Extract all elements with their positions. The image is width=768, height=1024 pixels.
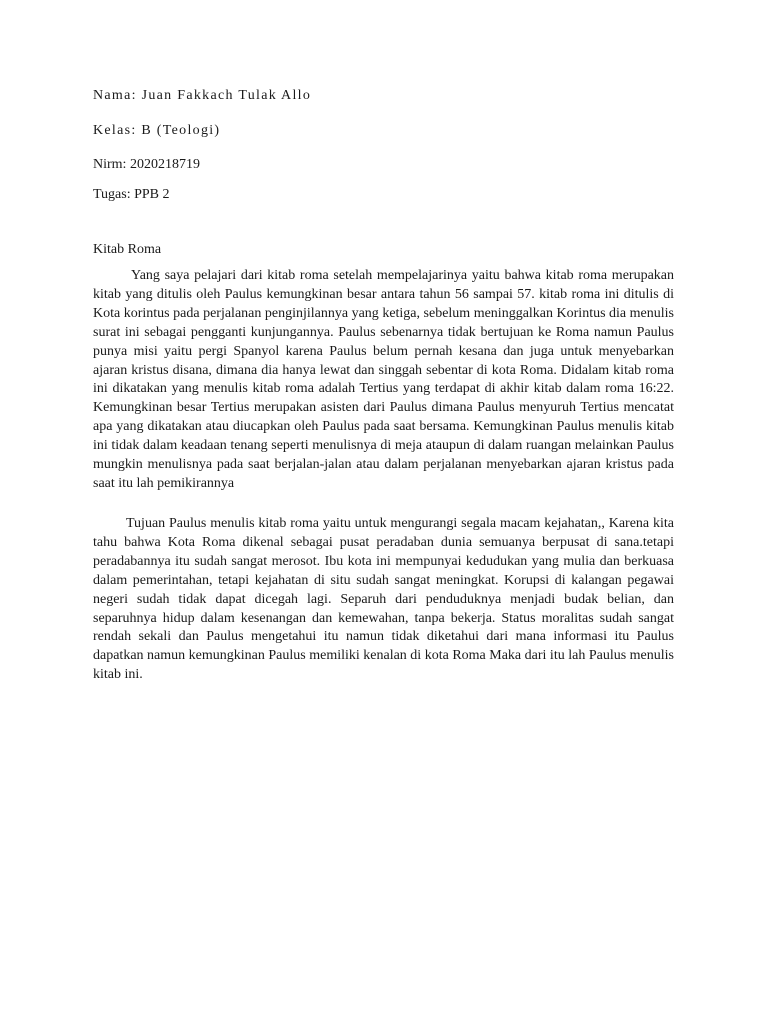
student-nirm-line: Nirm: 2020218719 (93, 157, 200, 172)
body-paragraph-2: Tujuan Paulus menulis kitab roma yaitu untuk mengurangi segala macam kejahatan,, Karena kita tahu bahwa Kota Roma dikenal sebagai pusat peradaban dunia semuanya berpusat di sana.tetapi peradabannya itu sudah sangat merosot. Ibu kota ini mempunyai kedudukan yang mulia dan berkuasa dalam pemerintahan, tetapi kejahatan di situ sudah sangat meningkat. Korupsi di kalangan pegawai negeri sudah tidak dapat dicegah lagi. Separuh dari penduduknya menjadi budak belian, dan separuhnya hidup dalam kesenangan dan kemewahan, tanpa bekerja. Status moralitas sudah sangat rendah sekali dan Paulus mengetahui itu namun tidak diketahui dari mana informasi itu Paulus dapatkan namun kemungkinan Paulus memiliki kenalan di kota Roma Maka dari itu lah Paulus menulis kitab ini. (93, 516, 674, 683)
document-title: Kitab Roma (93, 242, 162, 257)
assignment-line: Tugas: PPB 2 (93, 187, 170, 202)
student-class-line: Kelas: B (Teologi) (93, 123, 221, 138)
student-name-line: Nama: Juan Fakkach Tulak Allo (93, 88, 312, 103)
body-paragraph-1: Yang saya pelajari dari kitab roma setelah mempelajarinya yaitu bahwa kitab roma merupakan kitab yang ditulis oleh Paulus kemungkinan besar antara tahun 56 sampai 57. kitab roma ini ditulis di Kota korintus pada perjalanan penginjilannya yang ketiga, sebelum meninggalkan Korintus dia menulis surat ini sebagai pengganti kunjungannya. Paulus sebenarnya tidak bertujuan ke Roma namun Paulus punya misi yaitu pergi Spanyol karena Paulus belum pernah kesana dan juga untuk menyebarkan ajaran kristus disana, dimana dia hanya lewat dan singgah sebentar di kota Roma. Didalam kitab roma ini dikatakan yang menulis kitab roma adalah Tertius yang terdapat di akhir kitab dalam roma 16:22. Kemungkinan besar Tertius merupakan asisten dari Paulus dimana Paulus menyuruh Tertius mencatat apa yang dikatakan atau diucapkan oleh Paulus pada saat bersama. Kemungkinan Paulus menulis kitab ini tidak dalam keadaan tenang seperti menulisnya di meja ataupun di dalam ruangan melainkan Paulus mungkin menulisnya pada saat berjalan-jalan atau dalam perjalanan menyebarkan ajaran kristus pada saat itu lah pemikirannya (93, 268, 674, 491)
